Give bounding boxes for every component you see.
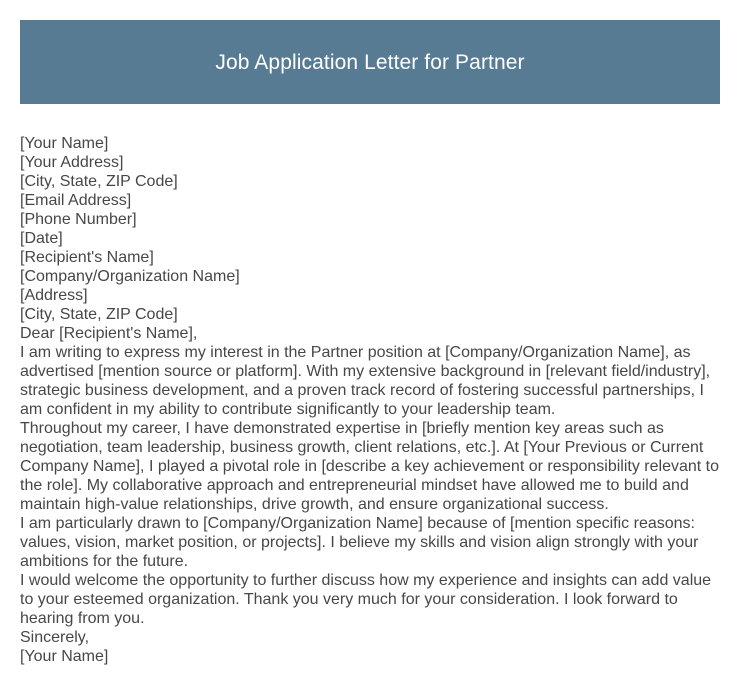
paragraph-line: Company Name], I played a pivotal role in [describe a key achievement or responsibility relevant to xyxy=(20,458,720,475)
sender-city-state-zip: [City, State, ZIP Code] xyxy=(20,173,178,190)
paragraph-line: am confident in my ability to contribute significantly to your leadership team. xyxy=(20,401,556,418)
paragraph-line: the role]. My collaborative approach and entrepreneurial mindset have allowed me to build and xyxy=(20,477,689,494)
paragraph-line: maintain high-value relationships, drive growth, and ensure organizational success. xyxy=(20,496,609,513)
paragraph-line: I am writing to express my interest in the Partner position at [Company/Organization Name], as xyxy=(20,344,691,361)
paragraph-line: values, vision, market position, or projects]. I believe my skills and vision align strongly with your xyxy=(20,534,699,551)
paragraph-line: advertised [mention source or platform]. With my extensive background in [relevant field/industry], xyxy=(20,363,711,380)
page-header xyxy=(20,20,720,104)
letter-body xyxy=(20,134,726,666)
recipient-company: [Company/Organization Name] xyxy=(20,268,240,285)
page-title: Job Application Letter for Partner xyxy=(215,50,525,74)
sender-phone: [Phone Number] xyxy=(20,211,137,228)
paragraph-expertise xyxy=(20,419,726,514)
paragraph-line: Throughout my career, I have demonstrated expertise in [briefly mention key areas such as xyxy=(20,420,664,437)
paragraph-line: I am particularly drawn to [Company/Organization Name] because of [mention specific reasons: xyxy=(20,515,695,532)
paragraph-closing-remarks xyxy=(20,571,726,628)
paragraph-line: strategic business development, and a proven track record of fostering successful partnerships, I xyxy=(20,382,704,399)
sender-address: [Your Address] xyxy=(20,154,124,171)
signature: [Your Name] xyxy=(20,648,109,665)
letter-date: [Date] xyxy=(20,230,63,247)
paragraph-line: negotiation, team leadership, business growth, client relations, etc.]. At [Your Previous or Current xyxy=(20,439,704,456)
recipient-city-state-zip: [City, State, ZIP Code] xyxy=(20,306,178,323)
recipient-name: [Recipient's Name] xyxy=(20,249,154,266)
paragraph-line: ambitions for the future. xyxy=(20,553,189,570)
paragraph-line: I would welcome the opportunity to further discuss how my experience and insights can add value xyxy=(20,572,712,589)
salutation: Dear [Recipient's Name], xyxy=(20,325,198,342)
sender-name: [Your Name] xyxy=(20,135,109,152)
sender-email: [Email Address] xyxy=(20,192,132,209)
paragraph-line: hearing from you. xyxy=(20,610,145,627)
recipient-address: [Address] xyxy=(20,287,88,304)
paragraph-line: to your esteemed organization. Thank you very much for your consideration. I look forward to xyxy=(20,591,678,608)
paragraph-motivation xyxy=(20,514,726,571)
paragraph-interest xyxy=(20,343,726,419)
closing: Sincerely, xyxy=(20,629,90,646)
